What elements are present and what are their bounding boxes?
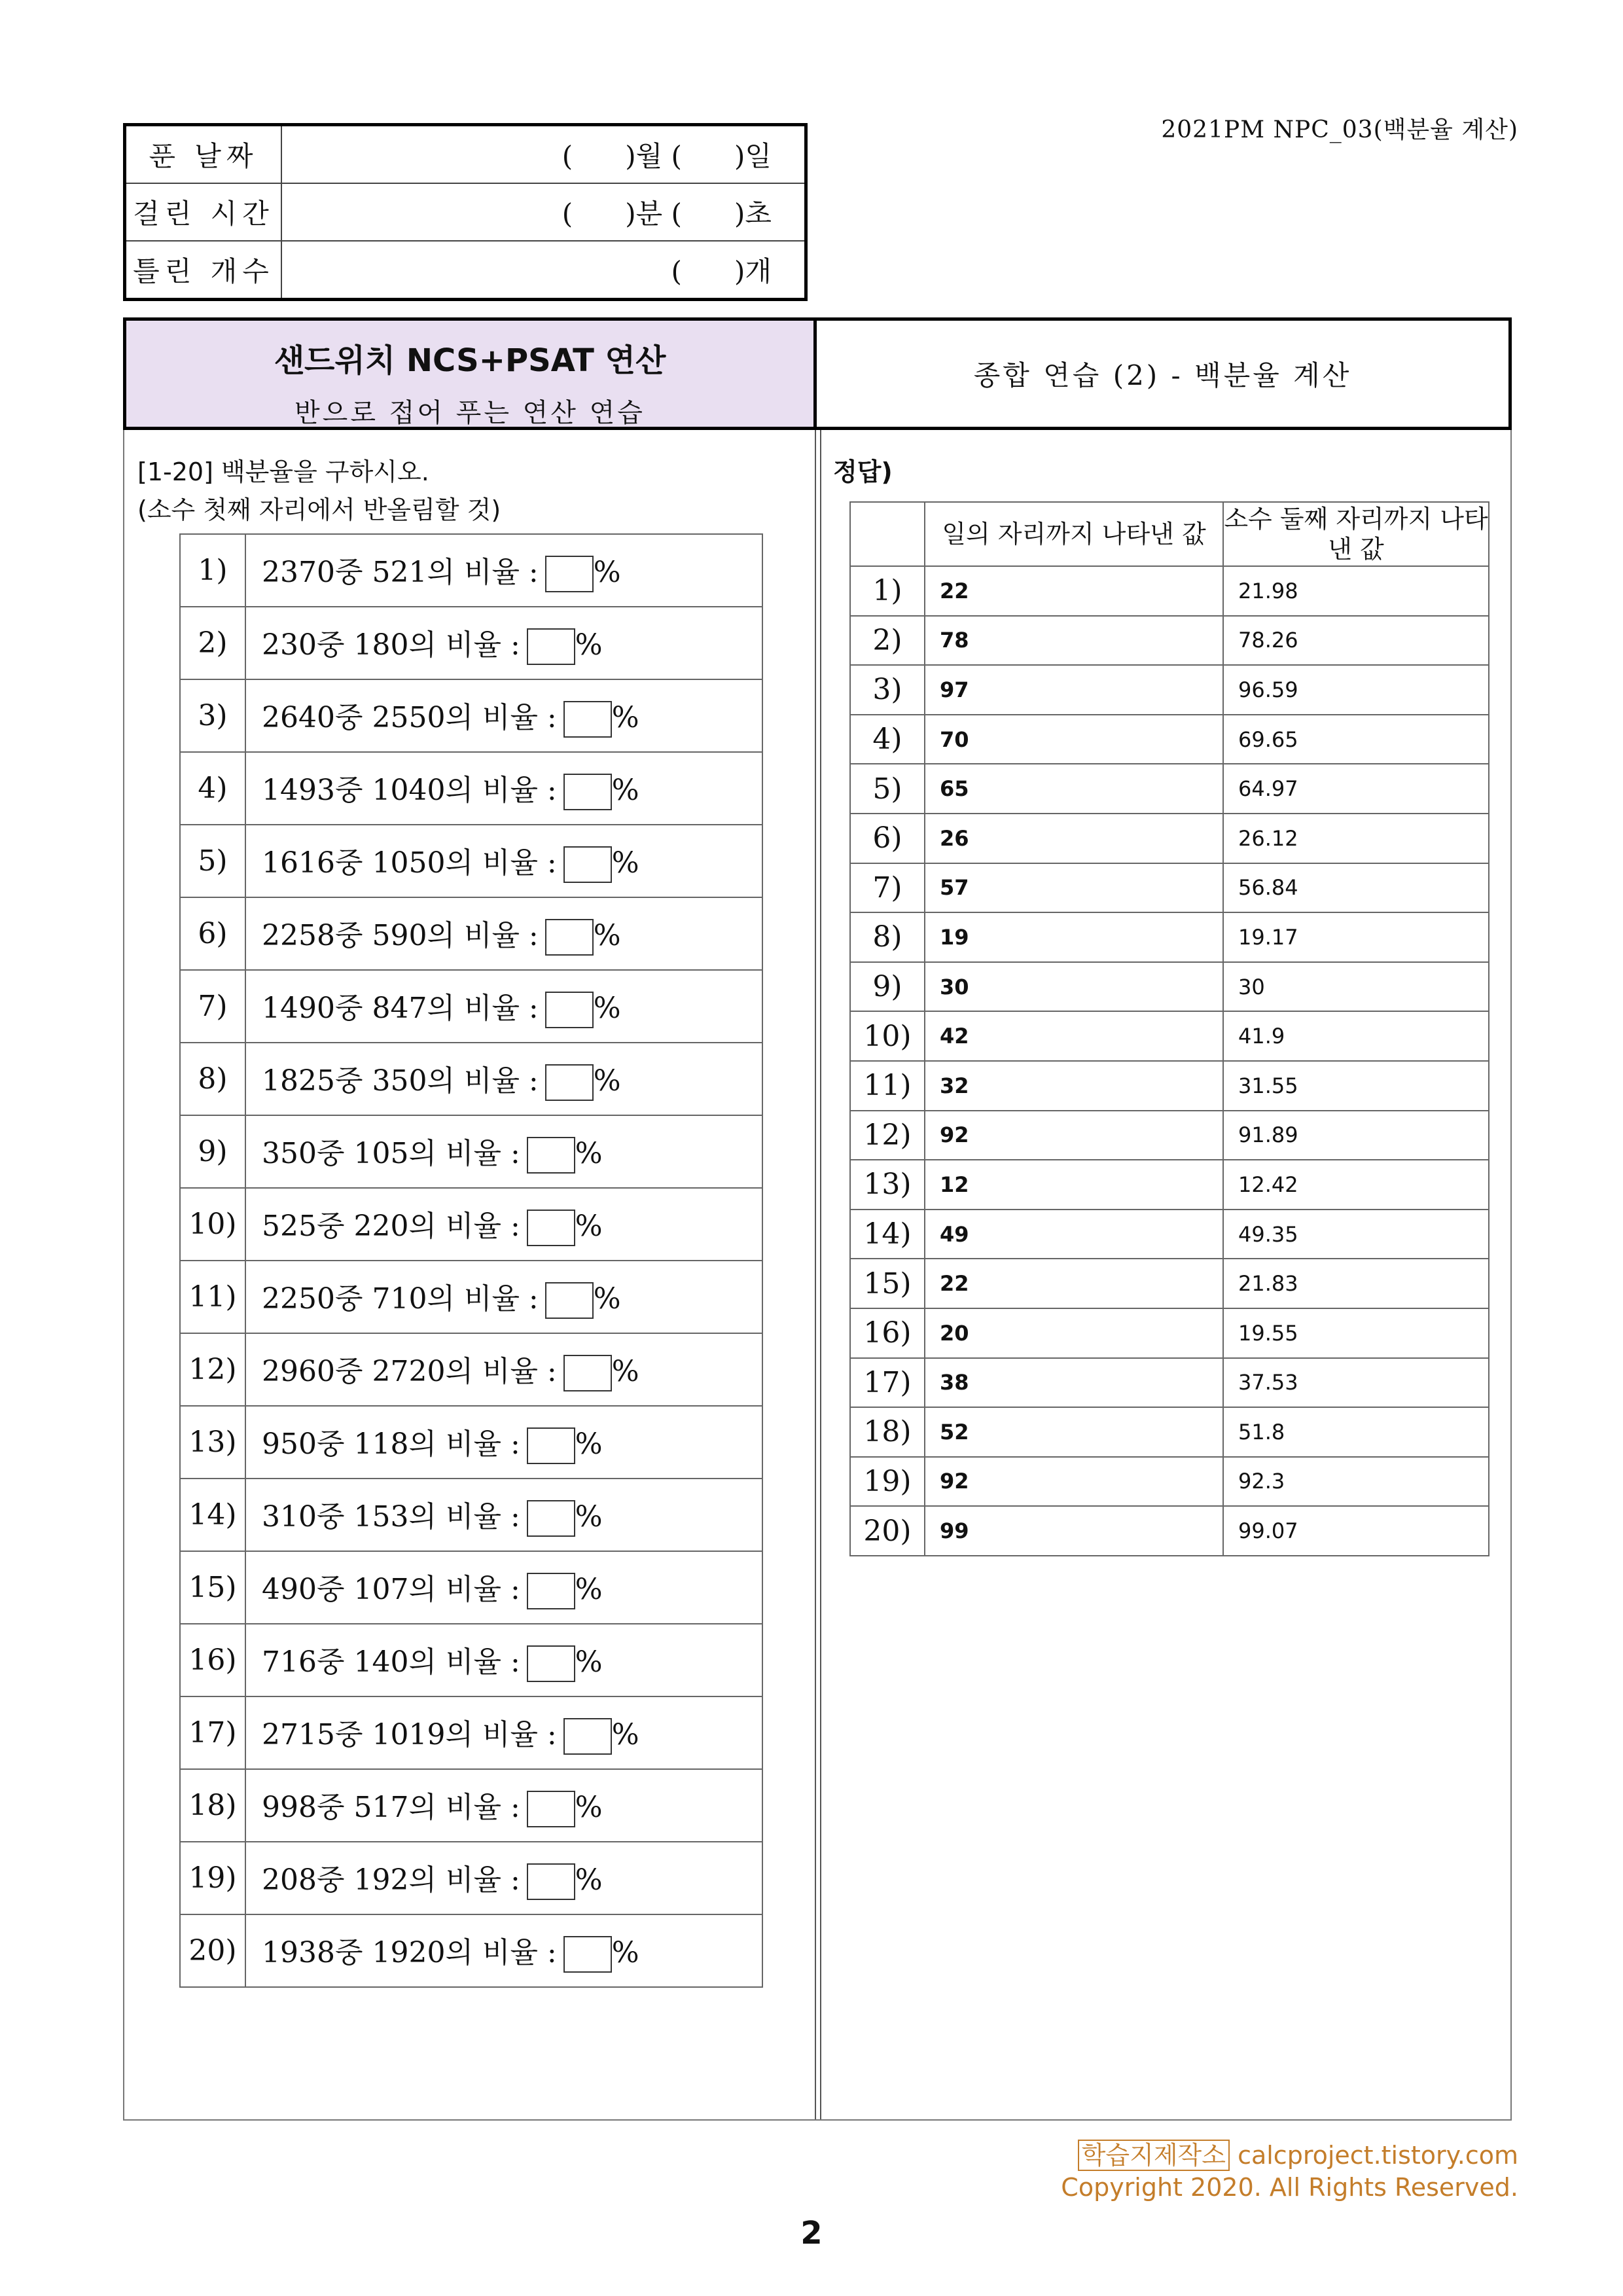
- answer-rounded: 70: [925, 715, 1223, 764]
- problem-row: [180, 1551, 762, 1624]
- answer-title: 정답): [833, 457, 893, 486]
- answer-decimal: 51.8: [1223, 1407, 1489, 1457]
- percent-unit: %: [611, 1717, 639, 1751]
- problem-number: 12): [180, 1333, 245, 1406]
- answer-decimal: 30: [1223, 962, 1489, 1012]
- problem-text: 208중 192의 비율 :: [262, 1863, 520, 1897]
- problem-number: 4): [180, 752, 245, 825]
- answer-rounded: 26: [925, 814, 1223, 863]
- problem-number: 19): [180, 1842, 245, 1914]
- answer-number: 12): [850, 1111, 925, 1160]
- problem-text: 950중 118의 비율 :: [262, 1427, 520, 1461]
- problem-cell: [245, 607, 762, 679]
- answer-box[interactable]: [563, 846, 612, 883]
- problem-number: 18): [180, 1769, 245, 1842]
- answer-box[interactable]: [527, 1645, 575, 1682]
- percent-unit: %: [575, 1499, 603, 1534]
- answer-decimal: 69.65: [1223, 715, 1489, 764]
- problem-number: 13): [180, 1406, 245, 1479]
- problem-cell: [245, 1115, 762, 1188]
- answer-decimal: 26.12: [1223, 814, 1489, 863]
- answer-number: 10): [850, 1011, 925, 1061]
- answer-rounded: 57: [925, 863, 1223, 913]
- answer-row: [850, 814, 1489, 863]
- answer-box[interactable]: [527, 1791, 575, 1827]
- percent-unit: %: [611, 773, 639, 807]
- answer-number: 17): [850, 1358, 925, 1408]
- problem-cell: [245, 1406, 762, 1479]
- problem-row: [180, 1696, 762, 1769]
- problem-number: 5): [180, 825, 245, 897]
- answer-decimal: 37.53: [1223, 1358, 1489, 1408]
- answer-decimal: 21.83: [1223, 1259, 1489, 1308]
- percent-unit: %: [575, 1863, 603, 1897]
- percent-unit: %: [611, 1935, 639, 1969]
- answer-rounded: 97: [925, 665, 1223, 715]
- problem-text: 525중 220의 비율 :: [262, 1209, 520, 1243]
- answer-header-blank: [850, 502, 925, 566]
- answer-box[interactable]: [527, 1573, 575, 1609]
- answer-number: 13): [850, 1160, 925, 1210]
- problem-row: [180, 679, 762, 752]
- problem-text: 2640중 2550의 비율 :: [262, 700, 557, 734]
- problem-row: [180, 1188, 762, 1261]
- record-value: ( )분 ( )초: [281, 183, 806, 241]
- answer-box[interactable]: [545, 1064, 594, 1101]
- percent-unit: %: [593, 1064, 621, 1098]
- problem-cell: [245, 1624, 762, 1696]
- answer-row: [850, 1259, 1489, 1308]
- answer-box[interactable]: [527, 1137, 575, 1174]
- answer-box[interactable]: [545, 919, 594, 956]
- answer-number: 4): [850, 715, 925, 764]
- problem-row: [180, 1115, 762, 1188]
- instruction-line: [1-20] 백분율을 구하시오.: [137, 457, 429, 486]
- answer-rounded: 38: [925, 1358, 1223, 1408]
- problem-number: 8): [180, 1043, 245, 1115]
- problem-row: [180, 1261, 762, 1333]
- fold-divider: [815, 430, 821, 2119]
- percent-unit: %: [575, 1427, 603, 1461]
- problem-row: [180, 1842, 762, 1914]
- answer-decimal: 92.3: [1223, 1457, 1489, 1507]
- main-title: 샌드위치 NCS+PSAT 연산: [274, 342, 666, 379]
- answer-box[interactable]: [563, 1355, 612, 1391]
- answer-box[interactable]: [545, 556, 594, 592]
- problem-number: 17): [180, 1696, 245, 1769]
- answer-rounded: 52: [925, 1407, 1223, 1457]
- answer-box[interactable]: [545, 1282, 594, 1319]
- answer-rounded: 12: [925, 1160, 1223, 1210]
- answer-box[interactable]: [563, 701, 612, 738]
- answer-box[interactable]: [563, 774, 612, 810]
- answer-rounded: 19: [925, 912, 1223, 962]
- instruction-note: (소수 첫째 자리에서 반올림할 것): [137, 495, 501, 524]
- record-label: 걸린 시간: [125, 183, 282, 241]
- problem-row: [180, 752, 762, 825]
- problem-text: 2370중 521의 비율 :: [262, 555, 539, 589]
- record-label: 틀린 개수: [125, 241, 282, 300]
- footer-site[interactable]: calcproject.tistory.com: [1238, 2141, 1518, 2170]
- answer-box[interactable]: [527, 628, 575, 665]
- answer-rounded: 22: [925, 566, 1223, 616]
- problem-text: 1938중 1920의 비율 :: [262, 1935, 557, 1969]
- answer-rounded: 65: [925, 764, 1223, 814]
- problem-row: [180, 607, 762, 679]
- problem-text: 2250중 710의 비율 :: [262, 1282, 539, 1316]
- answer-number: 6): [850, 814, 925, 863]
- percent-unit: %: [575, 628, 603, 662]
- title-panel: [126, 321, 817, 427]
- answer-decimal: 49.35: [1223, 1210, 1489, 1259]
- percent-unit: %: [593, 918, 621, 952]
- problem-number: 1): [180, 534, 245, 607]
- problem-number: 9): [180, 1115, 245, 1188]
- problem-number: 3): [180, 679, 245, 752]
- record-table: [123, 123, 808, 301]
- problem-cell: [245, 1914, 762, 1987]
- answer-box[interactable]: [563, 1936, 612, 1973]
- answer-row: [850, 912, 1489, 962]
- answer-row: [850, 1111, 1489, 1160]
- percent-unit: %: [593, 555, 621, 589]
- problem-text: 310중 153의 비율 :: [262, 1499, 520, 1534]
- problem-text: 1616중 1050의 비율 :: [262, 846, 557, 880]
- percent-unit: %: [593, 1282, 621, 1316]
- problem-row: [180, 534, 762, 607]
- answer-decimal: 19.17: [1223, 912, 1489, 962]
- problem-number: 15): [180, 1551, 245, 1624]
- answer-decimal: 96.59: [1223, 665, 1489, 715]
- answer-row: [850, 1506, 1489, 1556]
- percent-unit: %: [611, 846, 639, 880]
- problem-cell: [245, 970, 762, 1043]
- record-row-date: [125, 125, 806, 184]
- problem-text: 1490중 847의 비율 :: [262, 991, 539, 1025]
- problem-cell: [245, 1188, 762, 1261]
- record-row-time: [125, 183, 806, 241]
- answer-decimal: 99.07: [1223, 1506, 1489, 1556]
- answer-box[interactable]: [527, 1210, 575, 1246]
- problem-cell: [245, 1333, 762, 1406]
- answer-number: 15): [850, 1259, 925, 1308]
- answer-number: 20): [850, 1506, 925, 1556]
- answer-row: [850, 764, 1489, 814]
- percent-unit: %: [575, 1645, 603, 1679]
- answer-row: [850, 616, 1489, 666]
- footer-site-line: [1078, 2135, 1518, 2171]
- answer-decimal: 64.97: [1223, 764, 1489, 814]
- answer-decimal: 91.89: [1223, 1111, 1489, 1160]
- percent-unit: %: [575, 1572, 603, 1606]
- answer-box[interactable]: [563, 1718, 612, 1755]
- problem-number: 14): [180, 1479, 245, 1551]
- answer-box[interactable]: [527, 1500, 575, 1537]
- problem-row: [180, 897, 762, 970]
- answer-number: 19): [850, 1457, 925, 1507]
- percent-unit: %: [593, 991, 621, 1025]
- title-box: [123, 317, 1512, 430]
- answer-number: 16): [850, 1308, 925, 1358]
- record-label: 푼 날짜: [125, 125, 282, 184]
- answer-row: [850, 1061, 1489, 1111]
- answer-decimal: 12.42: [1223, 1160, 1489, 1210]
- answer-row: [850, 566, 1489, 616]
- footer-brand: 학습지제작소: [1078, 2140, 1230, 2171]
- answer-rounded: 22: [925, 1259, 1223, 1308]
- problem-text: 998중 517의 비율 :: [262, 1790, 520, 1824]
- answer-number: 9): [850, 962, 925, 1012]
- answer-decimal: 19.55: [1223, 1308, 1489, 1358]
- answer-box[interactable]: [545, 992, 594, 1028]
- answer-rounded: 20: [925, 1308, 1223, 1358]
- percent-unit: %: [611, 1354, 639, 1388]
- answer-decimal: 56.84: [1223, 863, 1489, 913]
- problem-number: 2): [180, 607, 245, 679]
- answer-row: [850, 1308, 1489, 1358]
- answer-number: 7): [850, 863, 925, 913]
- problem-table: [179, 533, 763, 1988]
- percent-unit: %: [575, 1209, 603, 1243]
- problem-number: 16): [180, 1624, 245, 1696]
- answer-header-row: [850, 502, 1489, 566]
- answer-number: 1): [850, 566, 925, 616]
- sub-title: 반으로 접어 푸는 연산 연습: [294, 398, 645, 428]
- problem-row: [180, 1769, 762, 1842]
- answer-row: [850, 1457, 1489, 1507]
- answer-row: [850, 863, 1489, 913]
- answer-number: 8): [850, 912, 925, 962]
- answer-number: 11): [850, 1061, 925, 1111]
- answer-decimal: 41.9: [1223, 1011, 1489, 1061]
- answer-number: 3): [850, 665, 925, 715]
- problem-row: [180, 1406, 762, 1479]
- section-title: 종합 연습 (2) - 백분율 계산: [973, 359, 1352, 391]
- problem-cell: [245, 1696, 762, 1769]
- problem-row: [180, 1043, 762, 1115]
- page-number: 2: [800, 2215, 823, 2251]
- answer-number: 14): [850, 1210, 925, 1259]
- problem-row: [180, 1479, 762, 1551]
- percent-unit: %: [575, 1790, 603, 1824]
- answer-decimal: 21.98: [1223, 566, 1489, 616]
- answer-row: [850, 962, 1489, 1012]
- problem-text: 2960중 2720의 비율 :: [262, 1354, 557, 1388]
- problem-cell: [245, 1842, 762, 1914]
- problem-cell: [245, 825, 762, 897]
- answer-number: 5): [850, 764, 925, 814]
- problem-row: [180, 825, 762, 897]
- answer-header-decimal: 소수 둘째 자리까지 나타낸 값: [1223, 502, 1489, 566]
- answer-box[interactable]: [527, 1427, 575, 1464]
- answer-decimal: 78.26: [1223, 616, 1489, 666]
- answer-table: [849, 501, 1489, 1556]
- problem-text: 2258중 590의 비율 :: [262, 918, 539, 952]
- problem-number: 20): [180, 1914, 245, 1987]
- answer-rounded: 92: [925, 1111, 1223, 1160]
- problem-cell: [245, 534, 762, 607]
- answer-decimal: 31.55: [1223, 1061, 1489, 1111]
- problem-cell: [245, 1261, 762, 1333]
- problem-number: 6): [180, 897, 245, 970]
- problem-text: 1493중 1040의 비율 :: [262, 773, 557, 807]
- answer-box[interactable]: [527, 1863, 575, 1900]
- problem-row: [180, 1333, 762, 1406]
- problem-text: 490중 107의 비율 :: [262, 1572, 520, 1606]
- problem-text: 230중 180의 비율 :: [262, 628, 520, 662]
- answer-rounded: 99: [925, 1506, 1223, 1556]
- answer-rounded: 78: [925, 616, 1223, 666]
- problem-text: 2715중 1019의 비율 :: [262, 1717, 557, 1751]
- answer-row: [850, 715, 1489, 764]
- problem-number: 10): [180, 1188, 245, 1261]
- answer-number: 2): [850, 616, 925, 666]
- answer-rounded: 92: [925, 1457, 1223, 1507]
- problem-row: [180, 970, 762, 1043]
- problem-cell: [245, 1769, 762, 1842]
- answer-rounded: 30: [925, 962, 1223, 1012]
- problem-text: 1825중 350의 비율 :: [262, 1064, 539, 1098]
- record-value: ( )월 ( )일: [281, 125, 806, 184]
- problem-number: 11): [180, 1261, 245, 1333]
- problem-cell: [245, 752, 762, 825]
- answer-row: [850, 1358, 1489, 1408]
- answer-row: [850, 1011, 1489, 1061]
- problem-cell: [245, 1043, 762, 1115]
- answer-row: [850, 1407, 1489, 1457]
- record-value: ( )개: [281, 241, 806, 300]
- answer-rounded: 32: [925, 1061, 1223, 1111]
- answer-header-rounded: 일의 자리까지 나타낸 값: [925, 502, 1223, 566]
- answer-row: [850, 1160, 1489, 1210]
- record-row-errors: [125, 241, 806, 300]
- answer-row: [850, 665, 1489, 715]
- problem-cell: [245, 1479, 762, 1551]
- problem-text: 716중 140의 비율 :: [262, 1645, 520, 1679]
- problem-number: 7): [180, 970, 245, 1043]
- problem-cell: [245, 679, 762, 752]
- answer-number: 18): [850, 1407, 925, 1457]
- problem-text: 350중 105의 비율 :: [262, 1136, 520, 1170]
- document-code: 2021PM NPC_03(백분율 계산): [1161, 117, 1518, 143]
- answer-rounded: 49: [925, 1210, 1223, 1259]
- problem-cell: [245, 897, 762, 970]
- problem-cell: [245, 1551, 762, 1624]
- percent-unit: %: [575, 1136, 603, 1170]
- problem-row: [180, 1914, 762, 1987]
- problem-row: [180, 1624, 762, 1696]
- answer-rounded: 42: [925, 1011, 1223, 1061]
- answer-row: [850, 1210, 1489, 1259]
- footer-copyright: Copyright 2020. All Rights Reserved.: [1061, 2173, 1518, 2202]
- percent-unit: %: [611, 700, 639, 734]
